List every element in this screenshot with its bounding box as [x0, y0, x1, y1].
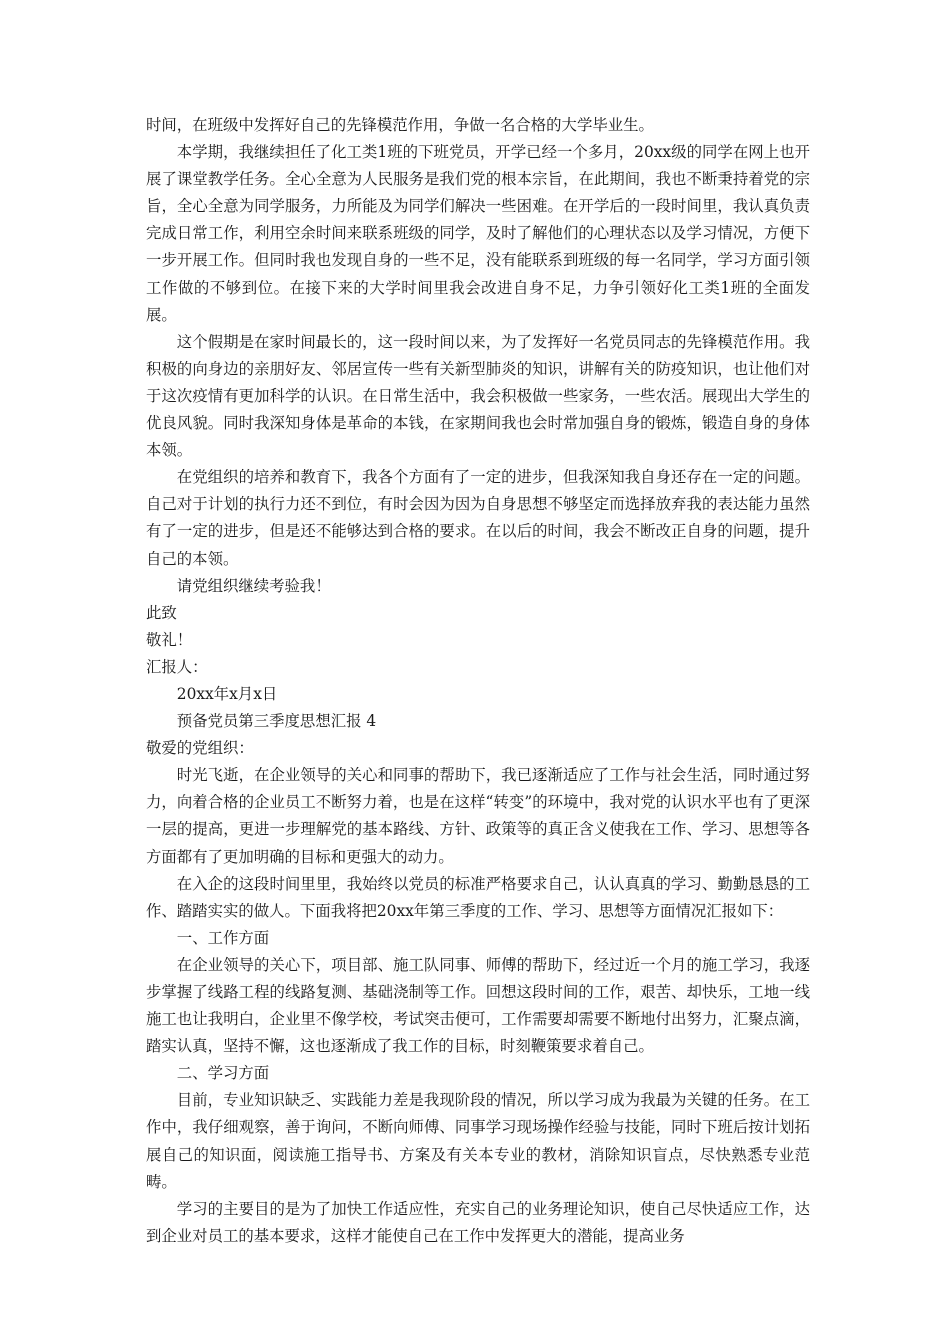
salutation-cizhi: 此致	[146, 603, 177, 622]
paragraph: 在企业领导的关心下，项目部、施工队同事、师傅的帮助下，经过近一个月的施工学习，我逐步掌握了线路工程的线路复测、基础浇制等工作。回想这段时间的工作，艰苦、却快乐，工地一线施工也让我明白，企业里不像学校，考试突击便可，工作需要却需要不断地付出努力，汇聚点滴，踏实认真，坚持不懈，这也逐渐成了我工作的目标，时刻鞭策要求着自己。	[146, 955, 810, 1056]
document-page	[146, 112, 810, 1250]
paragraph: 在党组织的培养和教育下，我各个方面有了一定的进步，但我深知我自身还存在一定的问题。自己对于计划的执行力还不到位，有时会因为因为自身思想不够坚定而选择放弃我的表达能力虽然有了一定的进步，但是还不能够达到合格的要求。在以后的时间，我会不断改正自身的问题，提升自己的本领。	[146, 468, 810, 568]
paragraph: 这个假期是在家时间最长的，这一段时间以来，为了发挥好一名党员同志的先锋模范作用。我积极的向身边的亲朋好友、邻居宣传一些有关新型肺炎的知识，讲解有关的防疫知识，也让他们对于这次疫情有更加科学的认识。在日常生活中，我会积极做一些家务，一些农活。展现出大学生的优良风貌。同时我深知身体是革命的本钱，在家期间我也会时常加强自身的锻炼，锻造自身的身体本领。	[146, 332, 810, 460]
reporter-label: 汇报人：	[146, 657, 208, 676]
paragraph: 目前，专业知识缺乏、实践能力差是我现阶段的情况，所以学习成为我最为关键的任务。在工作中，我仔细观察，善于询问，不断向师傅、同事学习现场操作经验与技能，同时下班后按计划拓展自己的知识面，阅读施工指导书、方案及有关本专业的教材，消除知识盲点，尽快熟悉专业范畴。	[146, 1091, 810, 1191]
greeting: 敬爱的党组织：	[146, 739, 254, 758]
section-title: 预备党员第三季度思想汇报 4	[176, 712, 377, 731]
paragraph: 本学期，我继续担任了化工类1班的下班党员，开学已经一个多月，20xx级的同学在网上也开展了课堂教学任务。全心全意为人民服务是我们党的根本宗旨，在此期间，我也不断秉持着党的宗旨，全心全意为同学服务，力所能及为同学们解决一些困难。在开学后的一段时间里，我认真负责完成日常工作，利用空余时间来联系班级的同学，及时了解他们的心理状态以及学习情况，方便下一步开展工作。但同时我也发现自身的一些不足，没有能联系到班级的每一名同学，学习方面引领工作做的不够到位。在接下来的大学时间里我会改进自身不足，力争引领好化工类1班的全面发展。	[146, 143, 810, 324]
heading-work: 一、工作方面	[176, 928, 270, 947]
paragraph: 在入企的这段时间里里，我始终以党员的标准严格要求自己，认认真真的学习、勤勤恳恳的工作、踏踏实实的做人。下面我将把20xx年第三季度的工作、学习、思想等方面情况汇报如下：	[146, 874, 810, 920]
paragraph: 时光飞逝，在企业领导的关心和同事的帮助下，我已逐渐适应了工作与社会生活，同时通过努力，向着合格的企业员工不断努力着，也是在这样“转变”的环境中，我对党的认识水平也有了更深一层的提高，更进一步理解党的基本路线、方针、政策等的真正含义使我在工作、学习、思想等各方面都有了更加明确的目标和更强大的动力。	[146, 766, 810, 866]
closing-request: 请党组织继续考验我！	[176, 576, 331, 595]
salutation-jingli: 敬礼！	[146, 630, 193, 649]
heading-study: 二、学习方面	[176, 1064, 270, 1083]
report-date: 20xx年x月x日	[176, 684, 278, 703]
paragraph: 时间，在班级中发挥好自己的先锋模范作用，争做一名合格的大学毕业生。	[146, 116, 654, 134]
paragraph: 学习的主要目的是为了加快工作适应性，充实自己的业务理论知识，使自己尽快适应工作，达到企业对员工的基本要求，这样才能使自己在工作中发挥更大的潜能，提高业务	[146, 1199, 810, 1245]
